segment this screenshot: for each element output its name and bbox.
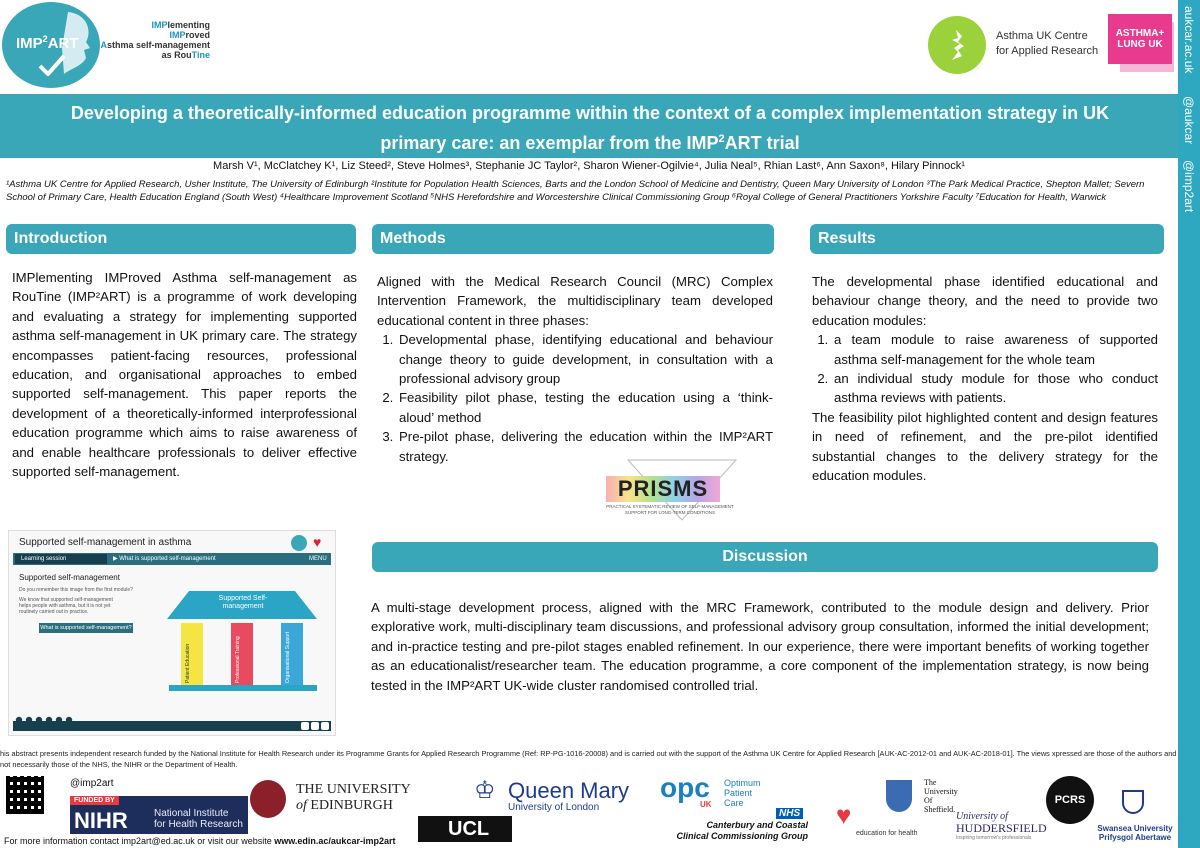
discussion-text: A multi-stage development process, aligned with the MRC Framework, contributed to the module design and delivery. Prior explorative work, multi-disciplinary team discussions, and professional advisory group consultation, informed the initial development; and in-practice testing and pre-pilot stages enabled refinement. In our experience, there were important benefits of working together as an educationalist/researcher team. The education programme, a core component of the implementation strategy, is now being tested in the IMP²ART UK-wide cluster randomised controlled trial. (371, 600, 1149, 693)
sidebar-handles (1178, 0, 1200, 260)
queen-mary-crest-icon: ♔ (474, 777, 496, 804)
website-link[interactable]: www.edin.ac/aukcar-imp2art (274, 836, 396, 846)
nhs-logo: NHS (776, 808, 803, 819)
results-list (812, 330, 1158, 408)
list-item: 1. Developmental phase, identifying educational and behaviour change theory to guide development, in consultation with a professional advisory group (397, 330, 773, 388)
contact-line: For more information contact imp2art@ed.ac.uk or visit our website www.edin.ac/aukcar-imp2art (4, 836, 396, 846)
ccg-name: Canterbury and Coastal Clinical Commissioning Group (676, 820, 808, 841)
tab-what-is-ssm[interactable]: ▶ What is supported self-management (113, 556, 216, 562)
prev-icon[interactable] (311, 722, 319, 730)
discussion-heading: Discussion (372, 542, 1158, 572)
sidebar-twitter-aukcar[interactable]: @aukcar (1182, 96, 1196, 145)
check-icon (38, 54, 66, 81)
module-statement: We know that supported self-management helps people with asthma, but it is not yet routinely carried out in practice. (19, 597, 113, 615)
module-screenshot (8, 530, 336, 736)
prisms-logo: PRISMS (606, 476, 720, 502)
twitter-handle[interactable]: @imp2art (70, 778, 114, 789)
pcrs-logo: PCRS (1046, 776, 1094, 824)
tab-learning-session[interactable]: Learning session (15, 554, 107, 564)
prisms-subtitle: PRACTICAL SYSTEMATIC REVIEW OF SELF-MANAGEMENT SUPPORT FOR LONG-TERM CONDITIONS (606, 504, 734, 515)
sidebar-twitter-imp2art[interactable]: @imp2art (1182, 160, 1196, 213)
methods-text (377, 272, 773, 466)
ssm-temple-roof-label: Supported Self-management (218, 595, 268, 610)
imp2art-tagline: IMPlementing IMProved Asthma self-management as RouTine (100, 20, 210, 60)
auk-figure-icon (946, 28, 968, 67)
opc-text: Optimum Patient Care (724, 778, 761, 808)
next-icon[interactable] (321, 722, 329, 730)
heart-icon: ♥ (313, 534, 322, 550)
nihr-mark: NIHR (74, 808, 128, 833)
menu-button[interactable]: MENU (309, 556, 327, 562)
replay-icon[interactable] (301, 722, 309, 730)
imp2art-logo-text: IMP$^2$ART (16, 34, 79, 52)
queen-mary-logo: Queen Mary University of London (508, 778, 630, 813)
asthma-lung-uk-logo: ASTHMA+ LUNG UK (1108, 14, 1172, 64)
list-item: 3. Pre-pilot phase, delivering the education within the IMP²ART strategy. (397, 427, 773, 466)
funded-by-label: FUNDED BY (70, 796, 119, 805)
module-subtitle: Supported self-management (19, 573, 120, 582)
sheffield-crest-icon (886, 780, 912, 812)
pillar-organisational-support-label: Organisational Support (285, 631, 291, 683)
nihr-name: National Institute for Health Research (154, 808, 243, 830)
edinburgh-logo-text: THE UNIVERSITY of EDINBURGH (296, 782, 411, 813)
what-is-ssm-button[interactable]: What is supported self-management? (40, 625, 132, 631)
swansea-crest-icon (1122, 790, 1144, 814)
pillar-patient-education-label: Patient Education (185, 643, 191, 683)
module-title: Supported self-management in asthma (19, 537, 192, 548)
efh-heart-icon: ♥ (836, 800, 852, 830)
asthma-uk-centre-text: Asthma UK Centre for Applied Research (996, 30, 1099, 57)
results-outro: The feasibility pilot highlighted content and design features in need of refinement, and the pre-pilot identified substantial changes to the delivery strategy for the education modules. (812, 409, 1158, 484)
ssm-temple-base (169, 685, 317, 691)
methods-list (377, 330, 773, 466)
pillar-professional-training-label: Professional Training (235, 636, 241, 683)
sheffield-text: The University Of Sheffield. (924, 778, 958, 814)
funding-statement: his abstract presents independent research funded by the National Institute for Health Research under its Programme Grants for Applied Research Programme (Ref: RP-PG-1016-20008) and is carried out with the support of the Asthma UK Centre for Applied Research [AUK-AC-2012-01 and AUK-AC-2018-01]. The views xpressed are those of the authors and not necessarily those of the NHS, the NIHR or the Department of Health. (0, 749, 1177, 769)
module-question: Do you remember this image from the first module? (19, 587, 133, 593)
qr-code-icon[interactable] (6, 776, 44, 814)
list-item: 2. Feasibility pilot phase, testing the education using a ‘think-aloud’ method (397, 388, 773, 427)
list-item: 1. a team module to raise awareness of supported asthma self-management for the whole team (832, 330, 1158, 369)
opc-uk-badge: UK (700, 800, 712, 809)
poster-title: Developing a theoretically-informed education programme within the context of a complex implementation strategy in UK primary care: an exemplar from the IMP$^2$ART trial (70, 103, 1110, 153)
results-text (812, 272, 1158, 485)
sidebar-website[interactable]: aukcar.ac.uk (1182, 6, 1196, 74)
methods-intro: Aligned with the Medical Research Council (MRC) Complex Intervention Framework, the multidisciplinary team developed educational content in three phases: (377, 274, 773, 328)
education-for-health-text: education for health (856, 830, 918, 837)
list-item: 2. an individual study module for those who conduct asthma reviews with patients. (832, 369, 1158, 408)
nihr-logo (70, 796, 248, 834)
introduction-heading: Introduction (6, 224, 356, 254)
opc-logo: opc (660, 772, 710, 803)
module-logo-icon (291, 535, 307, 551)
module-footer-bar (13, 721, 331, 731)
edinburgh-crest-icon (250, 780, 286, 818)
swansea-text: Swansea University Prifysgol Abertawe (1097, 824, 1173, 842)
results-heading: Results (810, 224, 1164, 254)
huddersfield-logo: University of HUDDERSFIELD Inspiring tomorrow's professionals (956, 811, 1047, 841)
ucl-logo: UCL (418, 816, 512, 842)
results-intro: The developmental phase identified educational and behaviour change theory, and the need to provide two education modules: (812, 274, 1158, 328)
introduction-text: IMPlementing IMProved Asthma self-management as RouTine (IMP²ART) is a programme of work developing and evaluating a strategy for implementing supported asthma self-management in UK primary care. The strategy encompasses patient-facing resources, professional education, and organisational approaches to embed supported self-management. This paper reports the development of a theoretically-informed interprofessional education programme which aims to raise awareness of and enable healthcare professionals to deliver effective supported self-management. (12, 270, 357, 480)
methods-heading: Methods (372, 224, 774, 254)
affiliations: ¹Asthma UK Centre for Applied Research, Usher Institute, The University of Edinburgh ²Institute for Population Health Sciences, Barts and the London School of Medicine and Dentistry, Queen Mary University of London ³The Park Medical Practice, Shepton Mallet; Severn School of Primary Care, Health Education England (South West) ⁴Healthcare Improvement Scotland ⁵NHS Herefordshire and Worcestershire Clinical Commissioning Group ⁶Royal College of General Practitioners Yorkshire Faculty ⁷Education for Health, Warwick (6, 179, 1145, 203)
authors: Marsh V¹, McClatchey K¹, Liz Steed², Steve Holmes³, Stephanie JC Taylor², Sharon Wiener-Ogilvie⁴, Julia Neal⁵, Rhian Last⁶, Ann Saxon⁸, Hilary Pinnock¹ (213, 160, 965, 172)
